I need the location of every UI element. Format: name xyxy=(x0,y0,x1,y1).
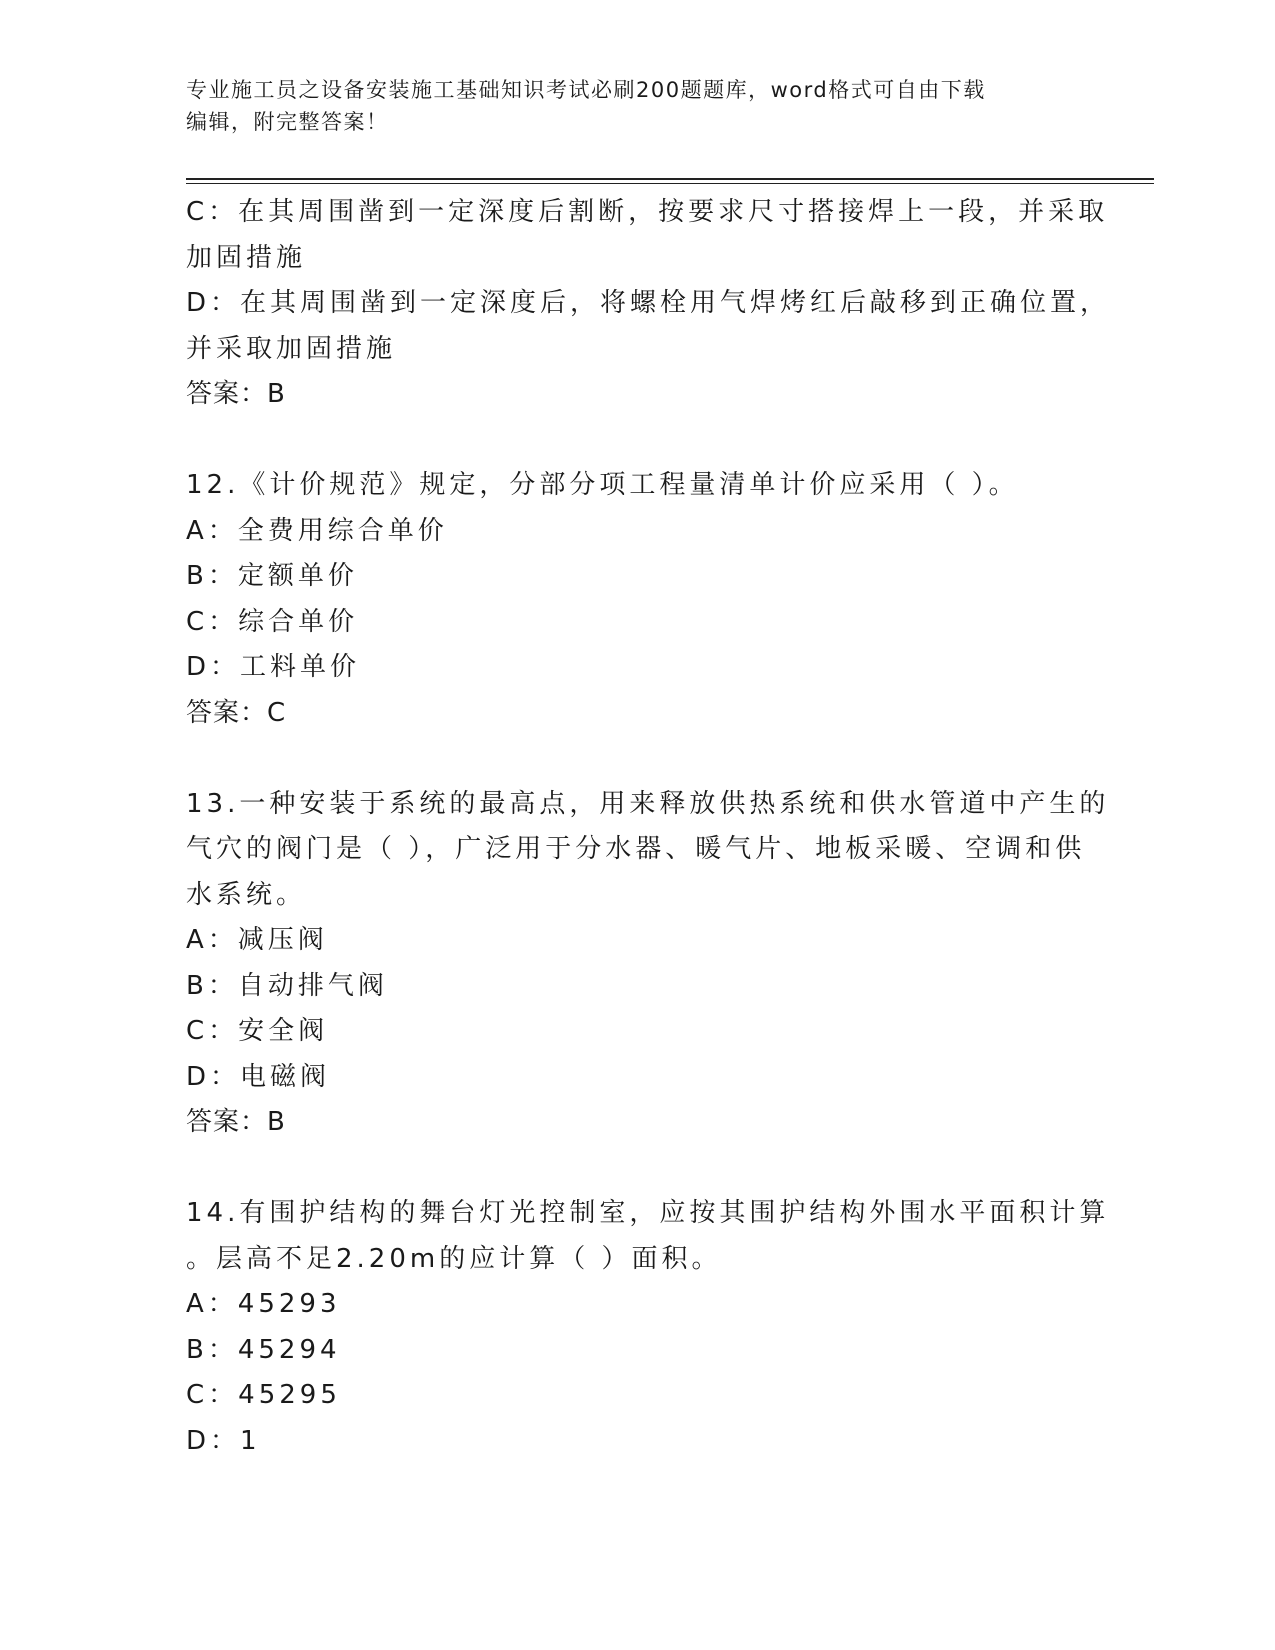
question-title-continued: 。层高不足2.20m的应计算（ ）面积。 xyxy=(186,1243,722,1274)
question-content xyxy=(186,190,1111,1464)
question-title: 14.有围护结构的舞台灯光控制室，应按其围护结构外围水平面积计算 xyxy=(186,1198,1110,1228)
question-title: 12.《计价规范》规定，分部分项工程量清单计价应采用（ ）。 xyxy=(186,470,1019,500)
header-line-1: 专业施工员之设备安装施工基础知识考试必刷200题题库，word格式可自由下载 xyxy=(186,78,986,102)
previous-question-block xyxy=(186,190,1111,418)
option-a: A：45293 xyxy=(186,1289,341,1319)
option-a: A：减压阀 xyxy=(186,925,328,955)
question-14 xyxy=(186,1191,1110,1464)
answer-label: 答案：B xyxy=(186,379,286,409)
question-gap xyxy=(186,736,1086,782)
option-b: B：定额单价 xyxy=(186,561,358,591)
option-d: D：电磁阀 xyxy=(186,1061,331,1092)
option-d: D：在其周围凿到一定深度后，将螺栓用气焊烤红后敲移到正确位置， xyxy=(186,288,1111,318)
option-a: A：全费用综合单价 xyxy=(186,515,448,546)
question-gap xyxy=(186,1146,1086,1192)
option-d: D：工料单价 xyxy=(186,652,361,682)
document-header xyxy=(186,74,1086,138)
question-title-continued: 水系统。 xyxy=(186,879,307,910)
option-c: C：安全阀 xyxy=(186,1016,329,1046)
option-c: C：在其周围凿到一定深度后割断，按要求尺寸搭接焊上一段，并采取 xyxy=(186,197,1109,227)
option-c: C：45295 xyxy=(186,1380,341,1410)
header-divider-thick xyxy=(186,178,1154,180)
question-title-continued: 气穴的阀门是（ ），广泛用于分水器、暖气片、地板采暖、空调和供 xyxy=(186,834,1086,864)
option-d-continued: 并采取加固措施 xyxy=(186,333,397,364)
question-title: 13.一种安装于系统的最高点，用来释放供热系统和供水管道中产生的 xyxy=(186,788,1110,819)
option-b: B：自动排气阀 xyxy=(186,970,388,1001)
option-c: C：综合单价 xyxy=(186,606,359,637)
option-c-continued: 加固措施 xyxy=(186,242,307,273)
question-12 xyxy=(186,463,1086,736)
answer-label: 答案：B xyxy=(186,1107,286,1137)
question-gap xyxy=(186,418,1086,464)
option-b: B：45294 xyxy=(186,1334,341,1365)
answer-label: 答案：C xyxy=(186,697,287,728)
header-divider-thin xyxy=(186,183,1154,184)
option-d: D：1 xyxy=(186,1425,261,1456)
question-13 xyxy=(186,782,1110,1146)
header-line-2: 编辑，附完整答案！ xyxy=(186,110,389,134)
